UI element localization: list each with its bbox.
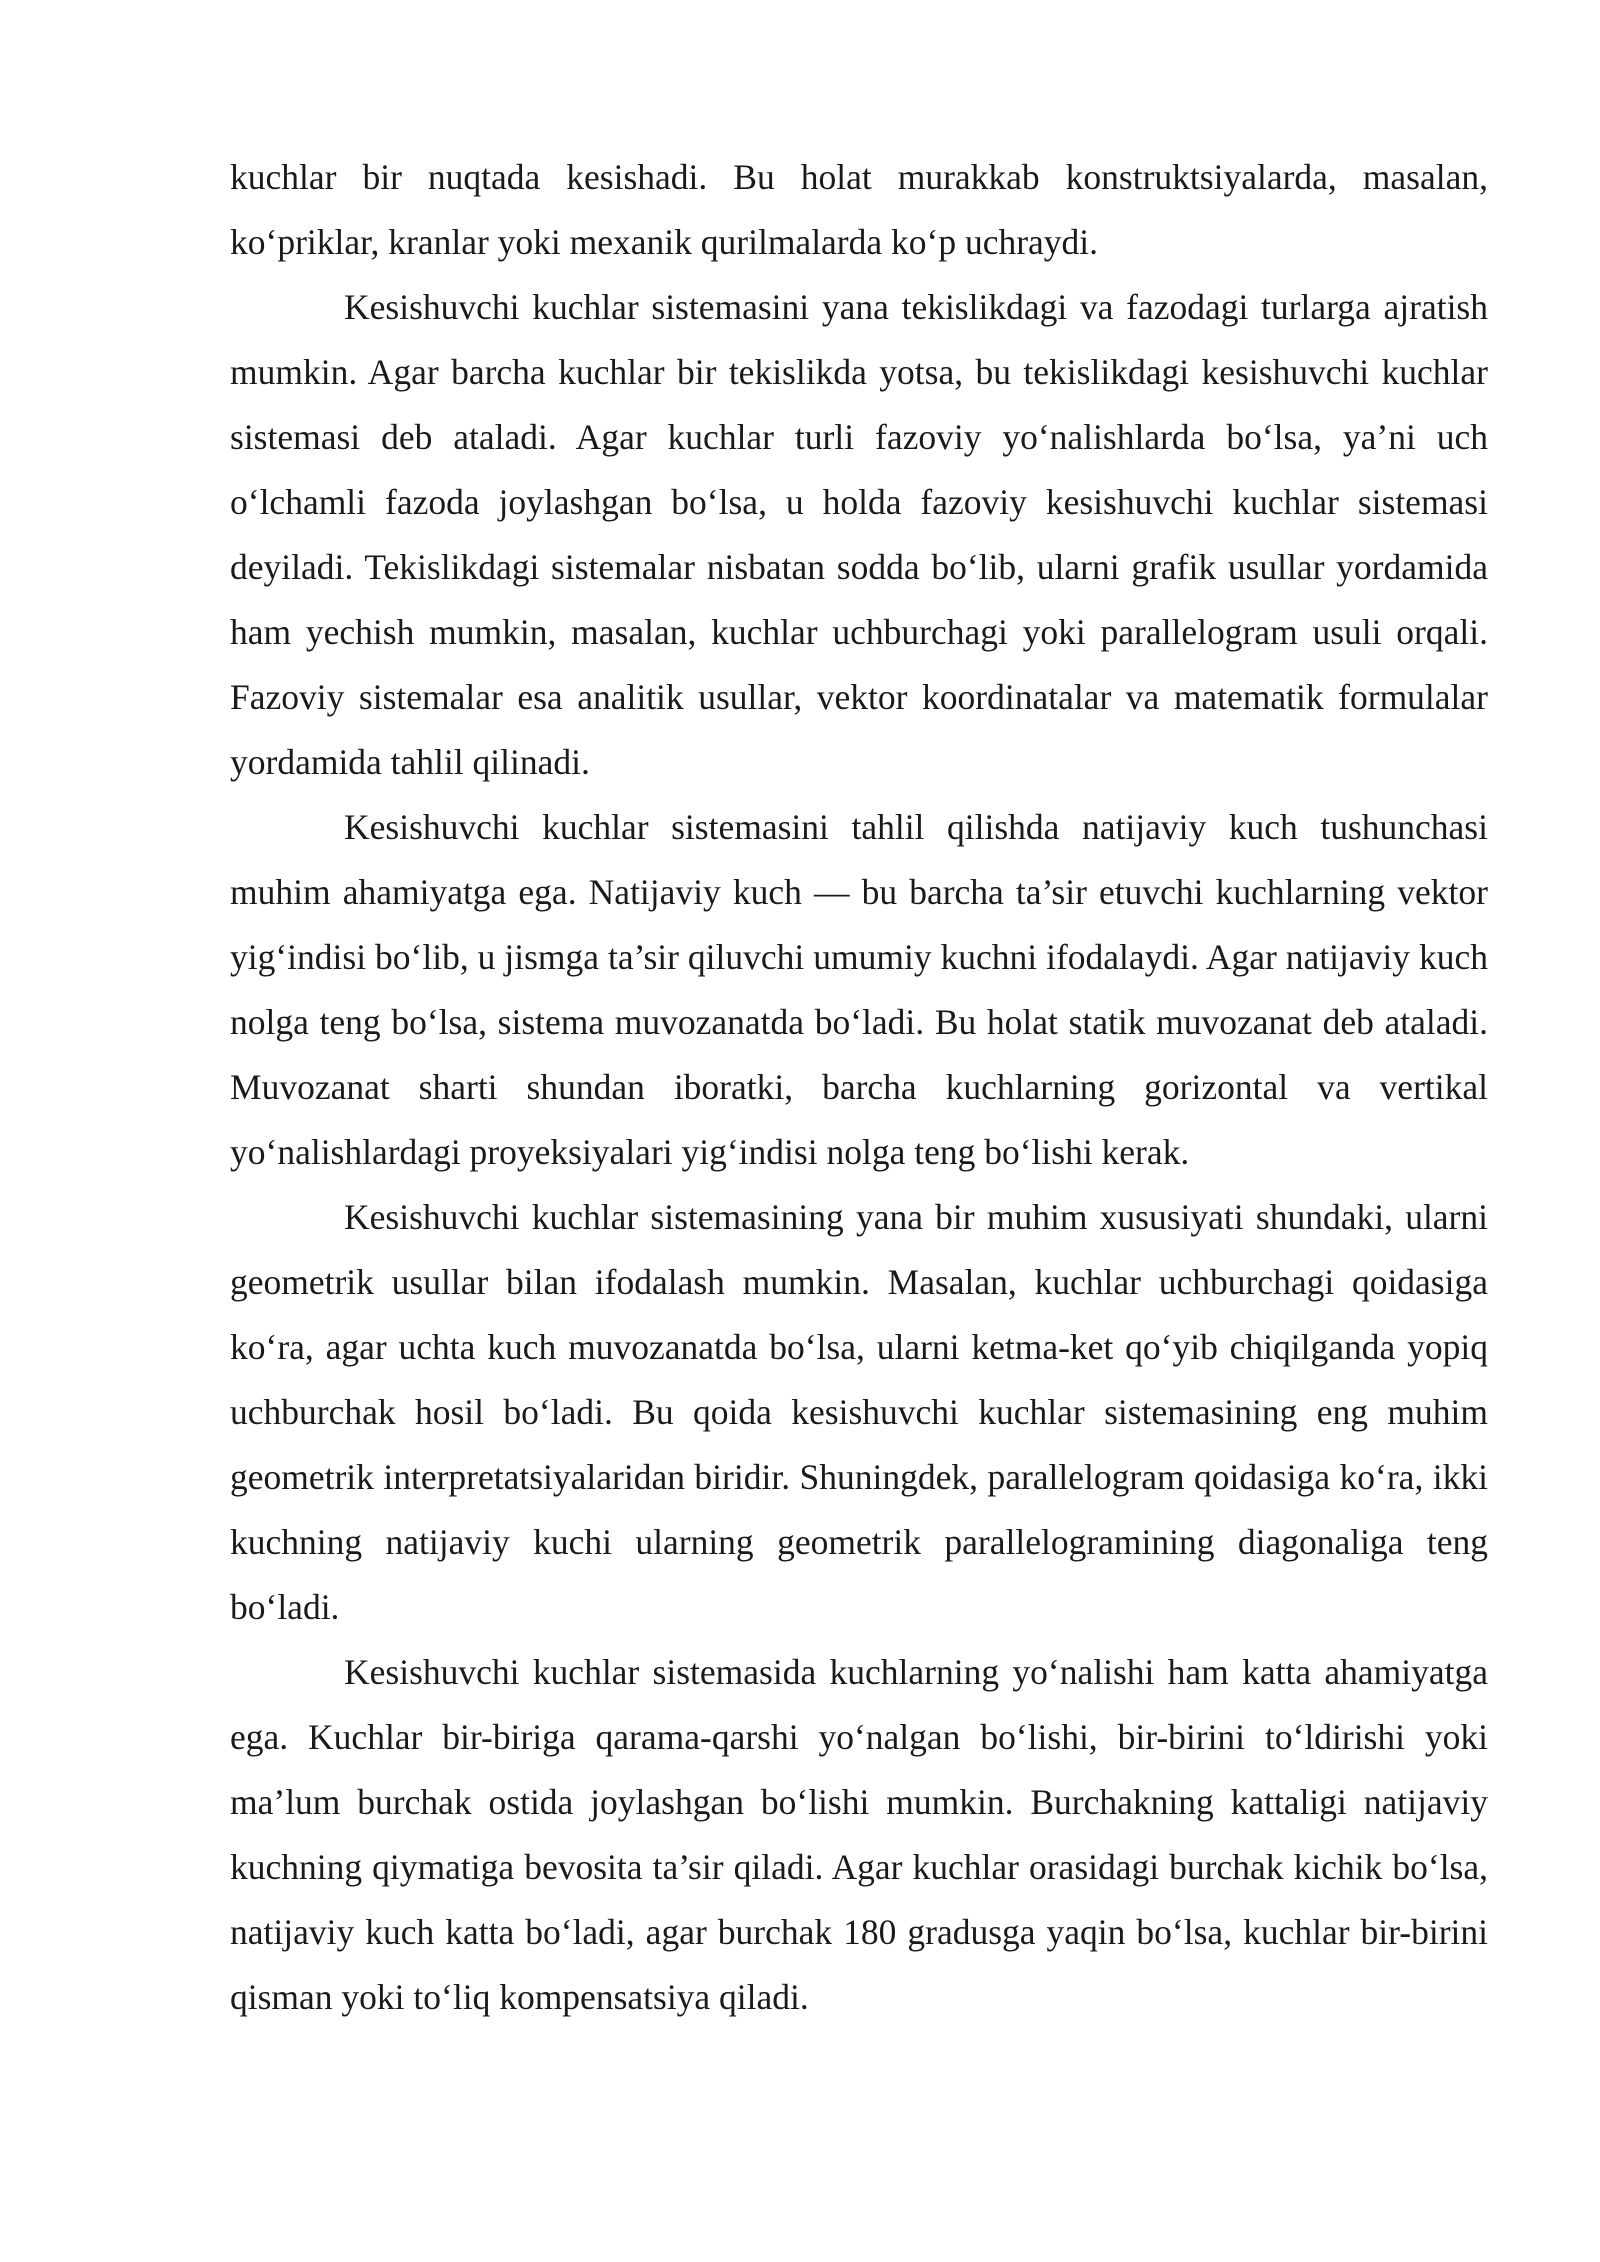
document-page bbox=[230, 145, 1488, 2030]
paragraph-resultant-force: Kesishuvchi kuchlar sistemasini tahlil qilishda natijaviy kuch tushunchasi muhim ahamiyatga ega. Natijaviy kuch — bu barcha ta’sir etuvchi kuchlarning vektor yig‘indisi bo‘lib, u jismga ta’sir qiluvchi umumiy kuchni ifodalaydi. Agar natijaviy kuch nolga teng bo‘lsa, sistema muvozanatda bo‘ladi. Bu holat statik muvozanat deb ataladi. Muvozanat sharti shundan iboratki, barcha kuchlarning gorizontal va vertikal yo‘nalishlardagi proyeksiyalari yig‘indisi nolga teng bo‘lishi kerak. bbox=[230, 807, 1488, 1172]
paragraph-continuation: kuchlar bir nuqtada kesishadi. Bu holat murakkab konstruktsiyalarda, masalan, ko‘priklar, kranlar yoki mexanik qurilmalarda ko‘p uchraydi. bbox=[230, 157, 1488, 262]
paragraph-plane-and-space-systems: Kesishuvchi kuchlar sistemasini yana tekislikdagi va fazodagi turlarga ajratish mumkin. Agar barcha kuchlar bir tekislikda yotsa, bu tekislikdagi kesishuvchi kuchlar sistemasi deb ataladi. Agar kuchlar turli fazoviy yo‘nalishlarda bo‘lsa, ya’ni uch o‘lchamli fazoda joylashgan bo‘lsa, u holda fazoviy kesishuvchi kuchlar sistemasi deyiladi. Tekislikdagi sistemalar nisbatan sodda bo‘lib, ularni grafik usullar yordamida ham yechish mumkin, masalan, kuchlar uchburchagi yoki parallelogram usuli orqali. Fazoviy sistemalar esa analitik usullar, vektor koordinatalar va matematik formulalar yordamida tahlil qilinadi. bbox=[230, 287, 1488, 782]
paragraph-force-direction: Kesishuvchi kuchlar sistemasida kuchlarning yo‘nalishi ham katta ahamiyatga ega. Kuchlar bir-biriga qarama-qarshi yo‘nalgan bo‘lishi, bir-birini to‘ldirishi yoki ma’lum burchak ostida joylashgan bo‘lishi mumkin. Burchakning kattaligi natijaviy kuchning qiymatiga bevosita ta’sir qiladi. Agar kuchlar orasidagi burchak kichik bo‘lsa, natijaviy kuch katta bo‘ladi, agar burchak 180 gradusga yaqin bo‘lsa, kuchlar bir-birini qisman yoki to‘liq kompensatsiya qiladi. bbox=[230, 1652, 1488, 2017]
paragraph-geometric-representation: Kesishuvchi kuchlar sistemasining yana bir muhim xususiyati shundaki, ularni geometrik usullar bilan ifodalash mumkin. Masalan, kuchlar uchburchagi qoidasiga ko‘ra, agar uchta kuch muvozanatda bo‘lsa, ularni ketma-ket qo‘yib chiqilganda yopiq uchburchak hosil bo‘ladi. Bu qoida kesishuvchi kuchlar sistemasining eng muhim geometrik interpretatsiyalaridan biridir. Shuningdek, parallelogram qoidasiga ko‘ra, ikki kuchning natijaviy kuchi ularning geometrik parallelogramining diagonaliga teng bo‘ladi. bbox=[230, 1197, 1488, 1627]
